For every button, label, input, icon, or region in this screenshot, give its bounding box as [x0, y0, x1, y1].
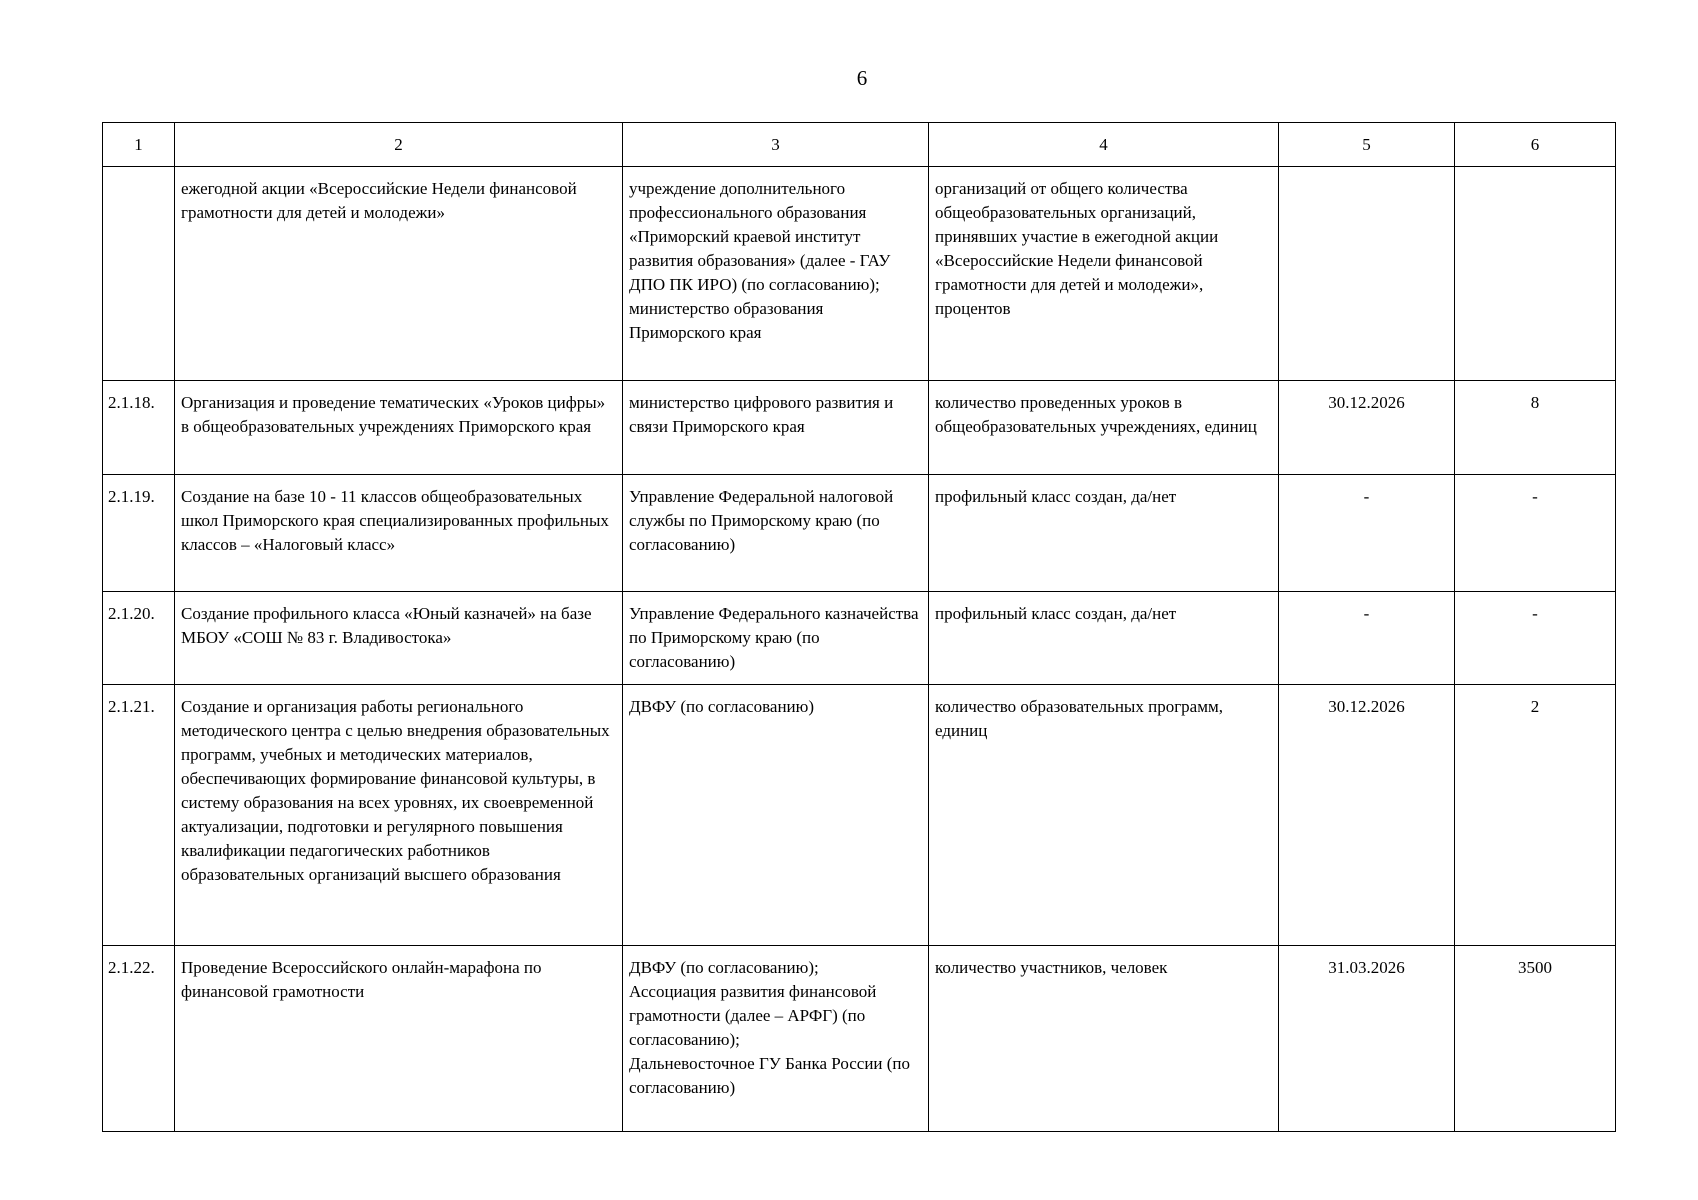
indicator-cell: количество участников, человек — [929, 946, 1279, 1132]
table-row — [103, 592, 1616, 685]
date-cell: 31.03.2026 — [1279, 946, 1455, 1132]
date-cell — [1279, 167, 1455, 381]
event-cell: Проведение Всероссийского онлайн-марафона по финансовой грамотности — [175, 946, 623, 1132]
value-cell: 2 — [1455, 685, 1616, 946]
executor-cell: министерство цифрового развития и связи Приморского края — [623, 381, 929, 475]
column-header: 2 — [175, 123, 623, 167]
column-header: 5 — [1279, 123, 1455, 167]
column-header: 6 — [1455, 123, 1616, 167]
event-cell: Создание на базе 10 - 11 классов общеобразовательных школ Приморского края специализированных профильных классов – «Налоговый класс» — [175, 475, 623, 592]
event-cell: Создание и организация работы регионального методического центра с целью внедрения образовательных программ, учебных и методических материалов, обеспечивающих формирование финансовой культуры, в систему образования на всех уровнях, их своевременной актуализации, подготовки и регулярного повышения квалификации педагогических работников образовательных организаций высшего образования — [175, 685, 623, 946]
value-cell: - — [1455, 592, 1616, 685]
date-cell: - — [1279, 475, 1455, 592]
row-number: 2.1.20. — [103, 592, 175, 685]
event-cell: Создание профильного класса «Юный казначей» на базе МБОУ «СОШ № 83 г. Владивостока» — [175, 592, 623, 685]
date-cell: 30.12.2026 — [1279, 381, 1455, 475]
indicator-cell: профильный класс создан, да/нет — [929, 475, 1279, 592]
column-header: 3 — [623, 123, 929, 167]
executor-cell: учреждение дополнительного профессионального образования «Приморский краевой институт развития образования» (далее - ГАУ ДПО ПК ИРО) (по согласованию); министерство образования Приморского края — [623, 167, 929, 381]
table-row — [103, 381, 1616, 475]
row-number: 2.1.19. — [103, 475, 175, 592]
row-number: 2.1.22. — [103, 946, 175, 1132]
indicator-cell: количество образовательных программ, единиц — [929, 685, 1279, 946]
indicator-cell: организаций от общего количества общеобразовательных организаций, принявших участие в ежегодной акции «Всероссийские Недели финансовой грамотности для детей и молодежи», процентов — [929, 167, 1279, 381]
date-cell: - — [1279, 592, 1455, 685]
row-number — [103, 167, 175, 381]
indicator-cell: профильный класс создан, да/нет — [929, 592, 1279, 685]
executor-cell: Управление Федеральной налоговой службы по Приморскому краю (по согласованию) — [623, 475, 929, 592]
date-cell: 30.12.2026 — [1279, 685, 1455, 946]
table-row — [103, 946, 1616, 1132]
plan-table — [102, 122, 1616, 1132]
event-cell: Организация и проведение тематических «Уроков цифры» в общеобразовательных учреждениях Приморского края — [175, 381, 623, 475]
table-row — [103, 685, 1616, 946]
row-number: 2.1.21. — [103, 685, 175, 946]
executor-cell: ДВФУ (по согласованию); Ассоциация развития финансовой грамотности (далее – АРФГ) (по согласованию); Дальневосточное ГУ Банка России (по согласованию) — [623, 946, 929, 1132]
value-cell — [1455, 167, 1616, 381]
executor-cell: ДВФУ (по согласованию) — [623, 685, 929, 946]
column-header: 4 — [929, 123, 1279, 167]
column-header: 1 — [103, 123, 175, 167]
value-cell: 3500 — [1455, 946, 1616, 1132]
row-number: 2.1.18. — [103, 381, 175, 475]
value-cell: - — [1455, 475, 1616, 592]
indicator-cell: количество проведенных уроков в общеобразовательных учреждениях, единиц — [929, 381, 1279, 475]
value-cell: 8 — [1455, 381, 1616, 475]
executor-cell: Управление Федерального казначейства по Приморскому краю (по согласованию) — [623, 592, 929, 685]
table-row — [103, 167, 1616, 381]
table-row — [103, 475, 1616, 592]
event-cell: ежегодной акции «Всероссийские Недели финансовой грамотности для детей и молодежи» — [175, 167, 623, 381]
header-row — [103, 123, 1616, 167]
page-number: 6 — [856, 66, 868, 90]
